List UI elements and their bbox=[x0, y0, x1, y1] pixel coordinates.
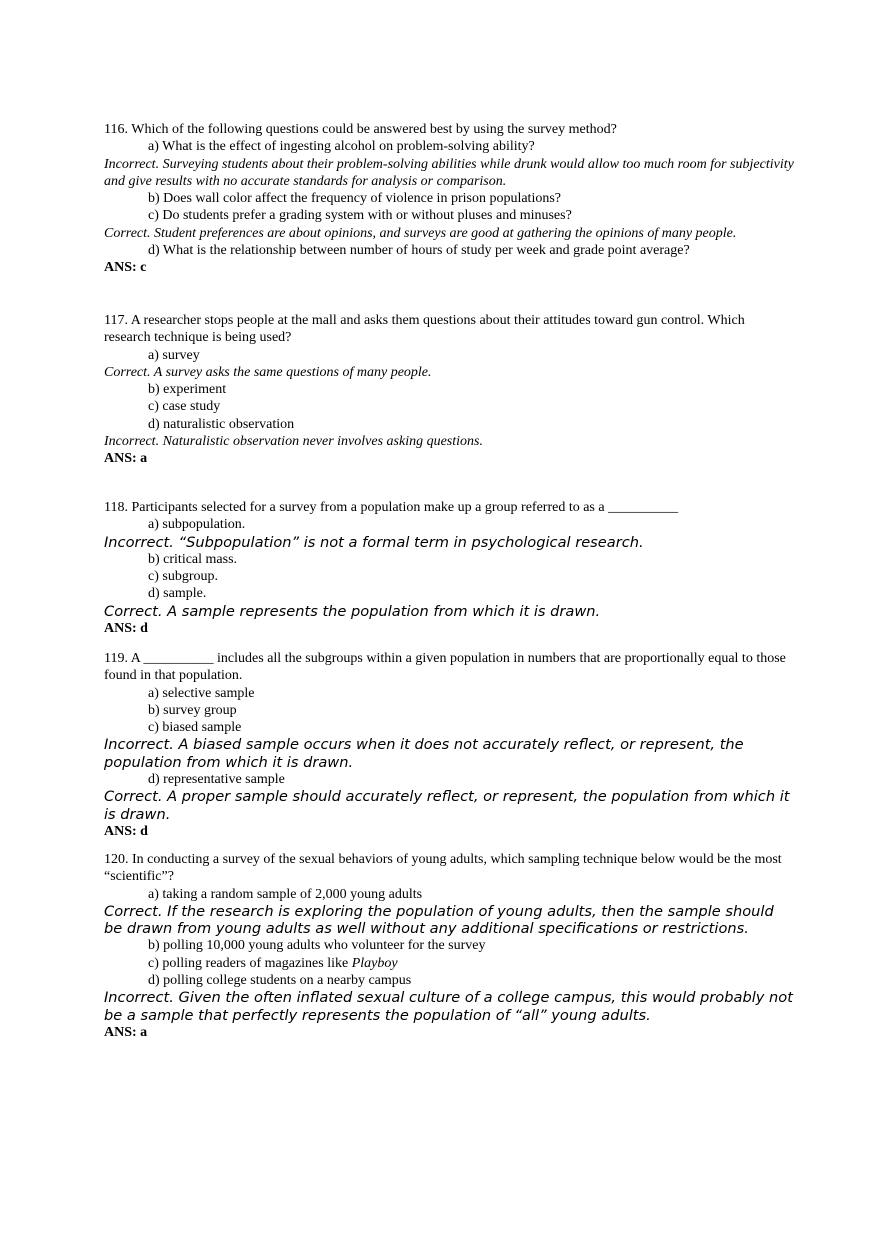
feedback-d: Incorrect. Naturalistic observation never involves asking questions. bbox=[104, 434, 483, 450]
option-a: a) taking a random sample of 2,000 young adults bbox=[148, 886, 423, 902]
option-d: d) polling college students on a nearby campus bbox=[148, 973, 412, 989]
option-b: b) polling 10,000 young adults who volunteer for the survey bbox=[148, 938, 486, 954]
feedback-d: Correct. A proper sample should accurately reflect, or represent, the population from which it is drawn. bbox=[104, 788, 790, 823]
option-c-text: c) polling readers of magazines like bbox=[148, 955, 352, 971]
question-stem: 120. In conducting a survey of the sexual behaviors of young adults, which sampling technique below would be the most “scientific”? bbox=[104, 852, 782, 885]
question-117 bbox=[104, 312, 794, 468]
option-a: a) What is the effect of ingesting alcohol on problem-solving ability? bbox=[148, 139, 535, 155]
feedback-a: Incorrect. “Subpopulation” is not a formal term in psychological research. bbox=[104, 533, 644, 551]
option-a: a) survey bbox=[148, 347, 200, 363]
option-b: b) critical mass. bbox=[148, 551, 238, 567]
option-b: b) experiment bbox=[148, 382, 227, 398]
option-a: a) selective sample bbox=[148, 685, 255, 701]
answer-key: ANS: c bbox=[104, 260, 147, 276]
option-d: d) sample. bbox=[148, 586, 207, 602]
answer-key: ANS: d bbox=[104, 823, 148, 839]
question-120 bbox=[104, 851, 794, 1041]
option-c: c) case study bbox=[148, 399, 221, 415]
option-b: b) survey group bbox=[148, 702, 237, 718]
option-d: d) What is the relationship between number of hours of study per week and grade point average? bbox=[148, 243, 690, 259]
magazine-title: Playboy bbox=[351, 955, 398, 971]
feedback-d: Correct. A sample represents the population from which it is drawn. bbox=[104, 602, 601, 620]
question-118 bbox=[104, 499, 794, 637]
question-stem: 117. A researcher stops people at the mall and asks them questions about their attitudes toward gun control. Which research technique is being used? bbox=[104, 313, 745, 346]
feedback-a: Correct. If the research is exploring the population of young adults, then the sample should be drawn from young adults as well without any additional specifications or restrictions. bbox=[104, 902, 774, 938]
option-c bbox=[104, 955, 794, 972]
question-stem: 118. Participants selected for a survey from a population make up a group referred to as a __________ bbox=[104, 500, 679, 515]
option-c: c) biased sample bbox=[148, 720, 242, 736]
feedback-a: Correct. A survey asks the same questions of many people. bbox=[104, 364, 432, 380]
option-d: d) representative sample bbox=[148, 772, 285, 788]
answer-key: ANS: a bbox=[104, 1024, 148, 1040]
option-c: c) subgroup. bbox=[148, 569, 218, 585]
feedback-a: Incorrect. Surveying students about their problem-solving abilities while drunk would allow too much room for subjectivity and give results with no accurate standards for analysis or comparison. bbox=[104, 156, 794, 189]
answer-key: ANS: a bbox=[104, 451, 148, 467]
option-b: b) Does wall color affect the frequency of violence in prison populations? bbox=[148, 191, 561, 207]
feedback-c: Incorrect. A biased sample occurs when it does not accurately reflect, or represent, the population from which it is drawn. bbox=[104, 736, 744, 771]
option-c: c) Do students prefer a grading system with or without pluses and minuses? bbox=[148, 208, 572, 224]
question-116 bbox=[104, 121, 794, 277]
question-119 bbox=[104, 650, 794, 840]
option-a: a) subpopulation. bbox=[148, 517, 246, 533]
question-stem: 119. A __________ includes all the subgroups within a given population in numbers that are proportionally equal to those found in that population. bbox=[104, 651, 786, 684]
answer-key: ANS: d bbox=[104, 621, 148, 637]
feedback-c: Correct. Student preferences are about opinions, and surveys are good at gathering the opinions of many people. bbox=[104, 225, 737, 241]
option-d: d) naturalistic observation bbox=[148, 416, 295, 432]
feedback-d: Incorrect. Given the often inflated sexual culture of a college campus, this would probably not be a sample that perfectly represents the population of “all” young adults. bbox=[104, 989, 793, 1024]
question-stem: 116. Which of the following questions could be answered best by using the survey method? bbox=[104, 122, 617, 137]
